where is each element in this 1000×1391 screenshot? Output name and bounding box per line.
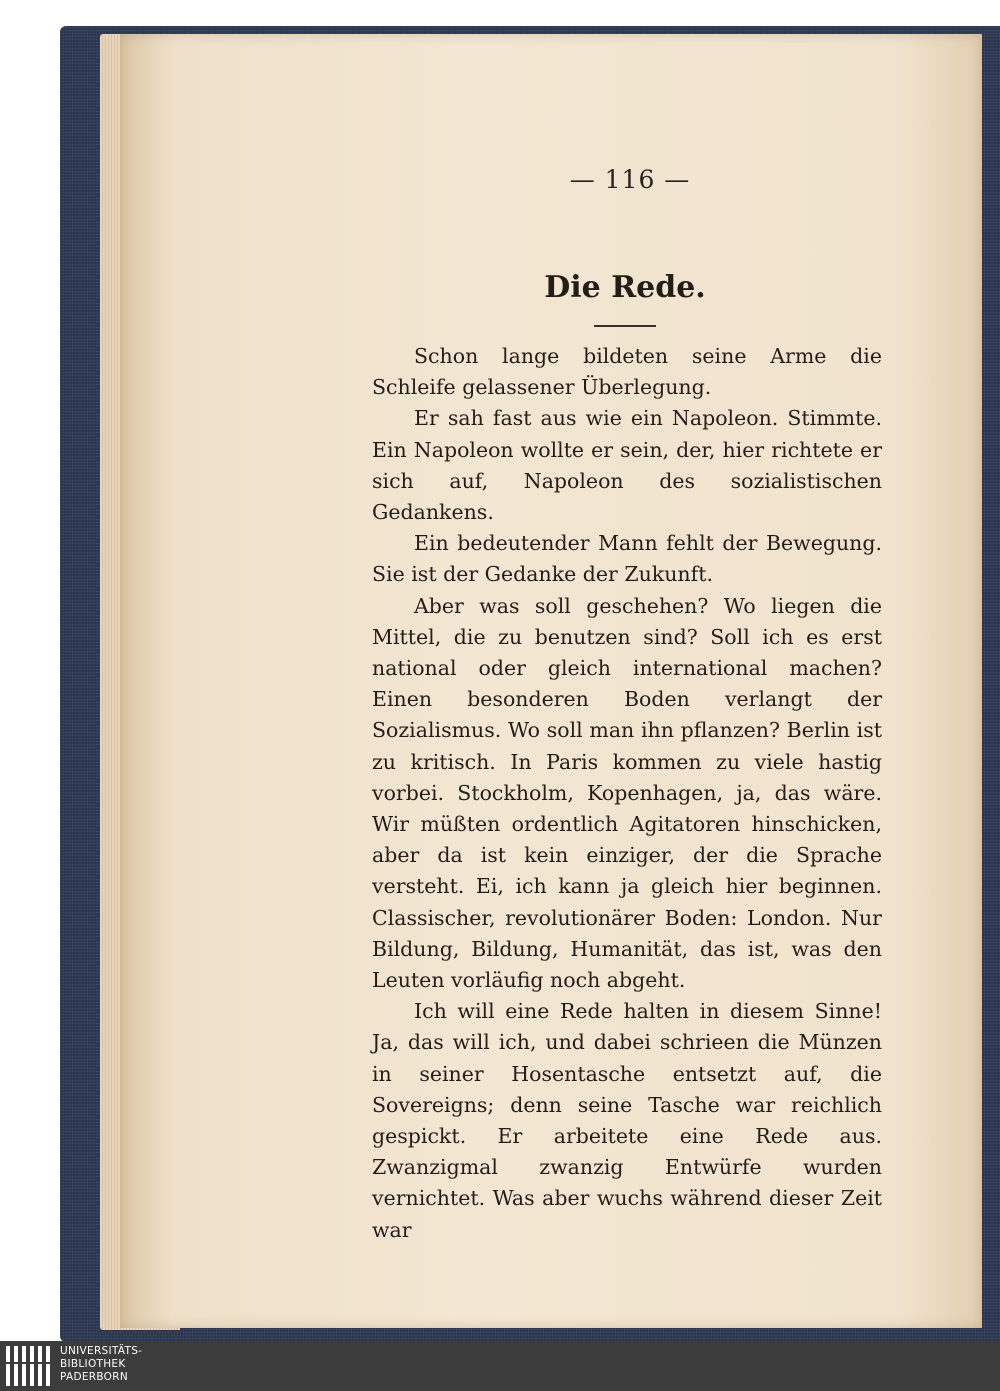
paragraph: Schon lange bildeten seine Arme die Schleife gelassener Überlegung. (372, 344, 882, 400)
library-name-line: BIBLIOTHEK (60, 1358, 126, 1370)
paragraph: Er sah fast aus wie ein Napoleon. Stimmte. Ein Napoleon wollte er sein, der, hier richtete er sich auf, Napoleon des sozialistischen Gedankens. (372, 406, 882, 525)
library-name-line: UNIVERSITÄTS- (60, 1345, 143, 1357)
paragraph: Aber was soll geschehen? Wo liegen die Mittel, die zu benutzen sind? Soll ich es erst national oder gleich international machen? Einen besonderen Boden verlangt der Sozialismus. Wo soll man ihn pflanzen? Berlin ist zu kritisch. In Paris kommen zu viele hastig vorbei. Stockholm, Kopenhagen, ja, das wäre. Wir müßten ordentlich Agitatoren hinschicken, aber da ist kein einziger, der die Sprache versteht. Ei, ich kann ja gleich hier beginnen. Classischer, revolutionärer Boden: London. Nur Bildung, Bildung, Humanität, das ist, was den Leuten vorläufig noch abgeht. (372, 593, 882, 993)
chapter-title: Die Rede. (544, 270, 706, 305)
page-number: — 116 — (569, 165, 691, 194)
body-text (372, 341, 882, 1246)
library-name-line: PADERBORN (60, 1371, 128, 1383)
paragraph: Ein bedeutender Mann fehlt der Bewegung. Sie ist der Gedanke der Zukunft. (372, 531, 882, 587)
library-logo-icon (4, 1344, 52, 1388)
title-divider (594, 325, 656, 327)
paragraph: Ich will eine Rede halten in diesem Sinne! Ja, das will ich, und dabei schrieen die Münzen in seiner Hosentasche entsetzt auf, die Sovereigns; denn seine Tasche war reichlich gespickt. Er arbeitete eine Rede aus. Zwanzigmal zwanzig Entwürfe wurden vernichtet. Was aber wuchs während dieser Zeit war (372, 999, 882, 1242)
library-footer (0, 1341, 1000, 1391)
library-name (60, 1345, 142, 1384)
